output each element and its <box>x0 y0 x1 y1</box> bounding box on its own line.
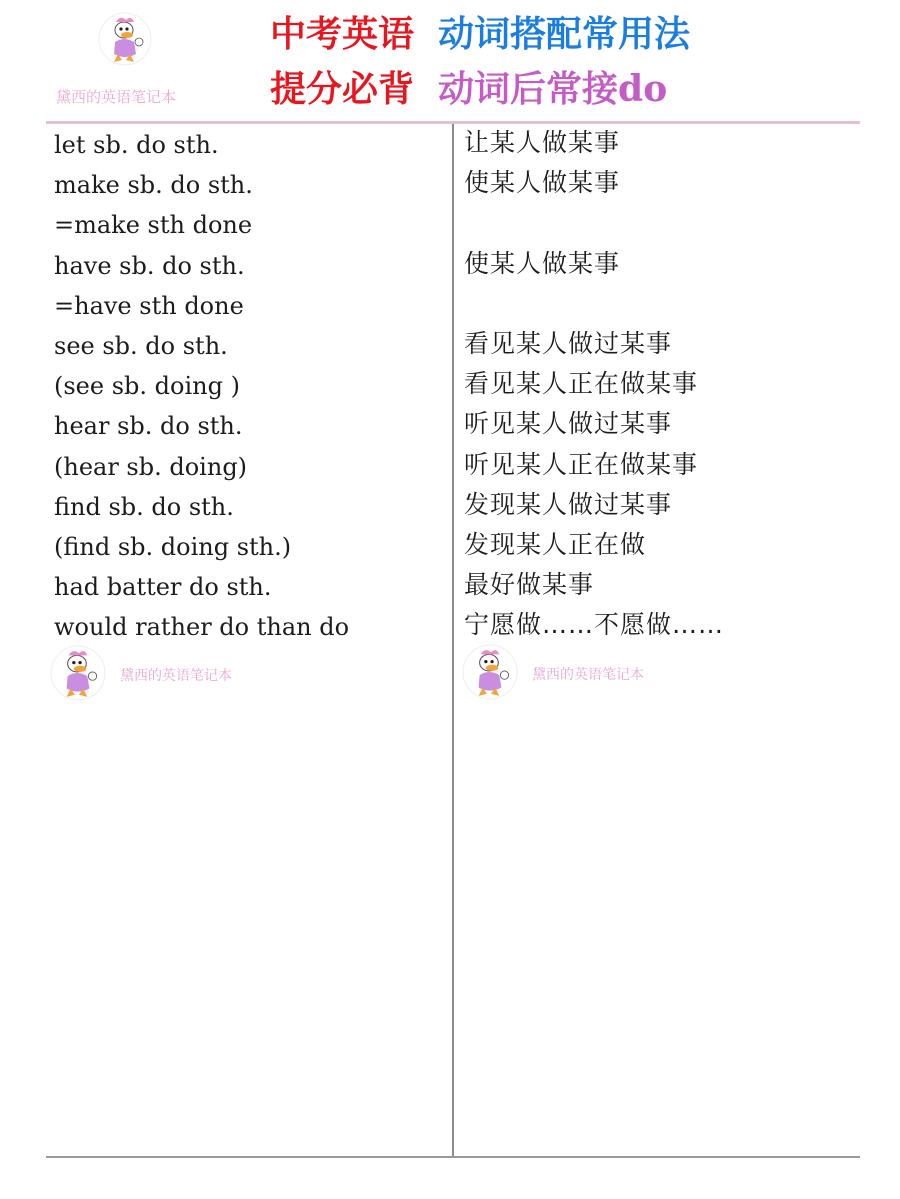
list-item <box>0 365 900 405</box>
english-phrase: (find sb. doing sth.) <box>54 532 292 561</box>
chinese-meaning: 让某人做某事 <box>464 128 621 157</box>
phrase-list <box>0 124 900 646</box>
english-phrase: (hear sb. doing) <box>54 452 248 481</box>
duck-logo-icon <box>50 645 106 701</box>
english-phrase: (see sb. doing ) <box>54 372 240 401</box>
brand-name: 黛西的英语笔记本 <box>56 88 177 106</box>
title-subtopic: 动词后常接do <box>438 68 668 110</box>
chinese-meaning: 最好做某事 <box>464 570 595 600</box>
duck-logo-icon <box>462 644 518 700</box>
page-header <box>0 0 900 120</box>
list-item <box>0 446 900 486</box>
list-item <box>0 285 900 325</box>
list-item <box>0 526 900 566</box>
title-topic: 动词搭配常用法 <box>438 13 691 55</box>
list-item <box>0 245 900 285</box>
chinese-meaning: 听见某人做过某事 <box>464 409 673 439</box>
english-phrase: =make sth done <box>54 211 253 240</box>
duck-logo-icon <box>98 12 152 66</box>
english-phrase: would rather do than do <box>54 613 350 642</box>
english-phrase: make sb. do sth. <box>54 171 253 200</box>
english-phrase: find sb. do sth. <box>54 492 234 521</box>
list-item <box>0 325 900 365</box>
chinese-meaning: 使某人做某事 <box>464 168 621 198</box>
list-item <box>0 124 900 164</box>
footer-divider <box>46 1156 860 1158</box>
english-phrase: hear sb. do sth. <box>54 412 243 441</box>
english-phrase: see sb. do sth. <box>54 331 228 360</box>
chinese-meaning: 看见某人正在做某事 <box>464 369 699 399</box>
english-phrase: had batter do sth. <box>54 573 272 602</box>
english-phrase: have sb. do sth. <box>54 251 245 280</box>
english-phrase: =have sth done <box>54 291 244 320</box>
list-item <box>0 486 900 526</box>
chinese-meaning: 使某人做某事 <box>464 248 621 278</box>
title-line-1 <box>270 14 690 54</box>
list-item <box>0 405 900 445</box>
watermark-text: 黛西的英语笔记本 <box>120 668 232 684</box>
title-line-2 <box>270 69 667 109</box>
list-item <box>0 164 900 204</box>
chinese-meaning: 听见某人正在做某事 <box>464 449 699 479</box>
chinese-meaning: 发现某人做过某事 <box>464 489 673 519</box>
list-item <box>0 204 900 244</box>
watermark-text: 黛西的英语笔记本 <box>532 667 644 683</box>
watermark-right <box>462 644 722 700</box>
title-subject: 中考英语 <box>270 13 415 55</box>
watermark-left <box>50 645 310 701</box>
list-item <box>0 606 900 646</box>
title-tagline: 提分必背 <box>270 68 415 110</box>
chinese-meaning: 发现某人正在做 <box>464 529 647 559</box>
chinese-meaning: 宁愿做……不愿做…… <box>464 610 725 640</box>
chinese-meaning: 看见某人做过某事 <box>464 328 673 358</box>
english-phrase: let sb. do sth. <box>54 131 219 159</box>
list-item <box>0 566 900 606</box>
